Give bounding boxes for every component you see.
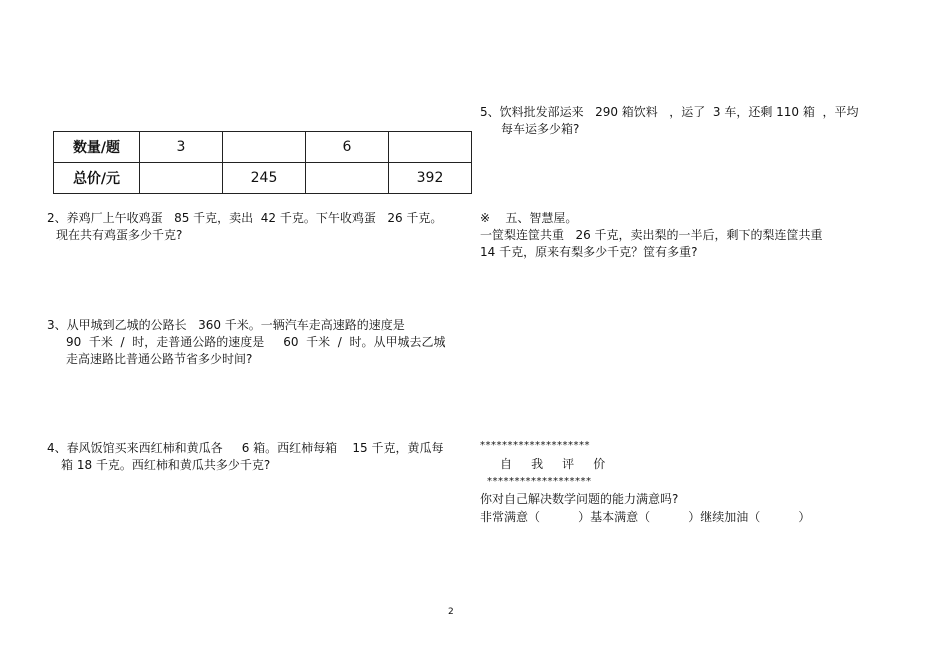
wisdom-line-2: 14 千克，原来有梨多少千克？筐有多重? [480,245,698,259]
table-row [54,163,472,194]
table-cell [223,132,306,163]
question-5-line-1: 5、饮料批发部运来 290 箱饮料 ，运了 3 车，还剩 110 箱 ，平均 [480,105,859,119]
self-eval-title: 自 我 评 价 [500,457,606,471]
table-cell [140,163,223,194]
question-2-line-2: 现在共有鸡蛋多少千克? [56,228,183,242]
question-4-line-1: 4、春风饭馆买来西红柿和黄瓜各 6 箱。西红柿每箱 15 千克，黄瓜每 [47,441,444,455]
table-cell [389,132,472,163]
question-3-line-3: 走高速路比普通公路节省多少时间? [66,352,253,366]
self-eval-question: 你对自己解决数学问题的能力满意吗? [480,492,679,506]
table-cell: 3 [140,132,223,163]
table-cell: 6 [306,132,389,163]
question-4-line-2: 箱 18 千克。西红柿和黄瓜共多少千克? [61,458,271,472]
price-quantity-table [53,131,472,194]
self-eval-options: 非常满意（ ）基本满意（ ）继续加油（ ） [480,510,811,524]
table-row-header: 总价/元 [54,163,140,194]
question-2-line-1: 2、养鸡厂上午收鸡蛋 85 千克，卖出 42 千克。下午收鸡蛋 26 千克。 [47,211,443,225]
table-row-header: 数量/题 [54,132,140,163]
question-5-line-2: 每车运多少箱? [501,122,580,136]
wisdom-line-1: 一筐梨连筐共重 26 千克，卖出梨的一半后，剩下的梨连筐共重 [480,228,823,242]
self-eval-stars-top: ******************** [480,440,590,451]
table-cell [306,163,389,194]
table-cell: 392 [389,163,472,194]
question-3-line-1: 3、从甲城到乙城的公路长 360 千米。一辆汽车走高速路的速度是 [47,318,405,332]
self-eval-stars-bottom: ******************* [487,476,592,487]
wisdom-section-title: ※ 五、智慧屋。 [480,211,578,225]
question-3-line-2: 90 千米 / 时，走普通公路的速度是 60 千米 / 时。从甲城去乙城 [66,335,446,349]
table-cell: 245 [223,163,306,194]
table-row [54,132,472,163]
page-number: 2 [448,607,454,617]
